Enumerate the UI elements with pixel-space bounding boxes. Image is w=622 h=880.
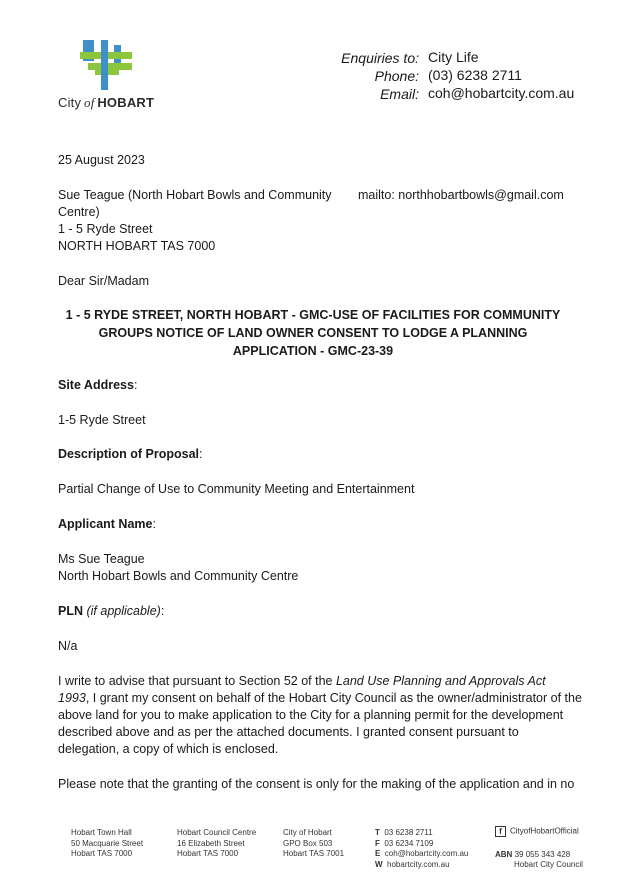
letter-date: 25 August 2023	[58, 153, 145, 167]
description-label: Description of Proposal:	[58, 447, 203, 461]
phone-label: Phone:	[374, 68, 419, 84]
recipient-line: Centre)	[58, 205, 100, 219]
city-of-hobart-logo-mark	[80, 40, 132, 90]
pln-value: N/a	[58, 639, 78, 653]
recipient-line: NORTH HOBART TAS 7000	[58, 239, 216, 253]
applicant-name: Ms Sue Teague	[58, 552, 145, 566]
footer-abn: ABN 39 055 343 428	[495, 850, 571, 859]
city-of-hobart-logo-text: City of HOBART	[58, 95, 155, 110]
footer-contacts: T 03 6238 2711 F 03 6234 7109 E coh@hobartcity.com.au W hobartcity.com.au	[375, 828, 469, 869]
email-label: Email:	[380, 86, 419, 102]
footer-council-name: Hobart City Council	[514, 860, 583, 869]
paragraph-line: 1993, I grant my consent on behalf of the Hobart City Council as the owner/administrator of the	[58, 691, 582, 705]
footer-town-hall-address: Hobart Town Hall 50 Macquarie Street Hobart TAS 7000	[71, 828, 144, 858]
footer-facebook[interactable]: f CityofHobartOfficial	[495, 826, 579, 837]
site-address-value: 1-5 Ryde Street	[58, 413, 146, 427]
recipient-line: 1 - 5 Ryde Street	[58, 222, 153, 236]
phone-value: (03) 6238 2711	[428, 67, 522, 83]
paragraph-line: delegation, a copy of which is enclosed.	[58, 742, 279, 756]
pln-label: PLN (if applicable):	[58, 604, 165, 618]
facebook-icon: f	[495, 826, 506, 837]
note-paragraph: Please note that the granting of the consent is only for the making of the application and in no	[58, 777, 575, 791]
paragraph-line: described above and as per the attached documents. I granted consent pursuant to	[58, 725, 519, 739]
footer-postal-address: City of Hobart GPO Box 503 Hobart TAS 7001	[283, 828, 345, 858]
salutation: Dear Sir/Madam	[58, 274, 149, 288]
enquiries-label: Enquiries to:	[341, 50, 419, 66]
paragraph-line: I write to advise that pursuant to Section 52 of the Land Use Planning and Approvals Act	[58, 674, 546, 688]
subject-heading-line: APPLICATION - GMC-23-39	[232, 344, 394, 358]
recipient-email[interactable]: mailto: northhobartbowls@gmail.com	[358, 188, 564, 202]
site-address-label: Site Address:	[58, 378, 138, 392]
description-value: Partial Change of Use to Community Meeting and Entertainment	[58, 482, 415, 496]
applicant-label: Applicant Name:	[58, 517, 156, 531]
footer-council-centre-address: Hobart Council Centre 16 Elizabeth Street Hobart TAS 7000	[177, 828, 257, 858]
paragraph-line: above land for you to make application to the City for a planning permit for the development	[58, 708, 564, 722]
applicant-organisation: North Hobart Bowls and Community Centre	[58, 569, 299, 583]
subject-heading-line: GROUPS NOTICE OF LAND OWNER CONSENT TO LODGE A PLANNING	[98, 326, 528, 340]
email-value: coh@hobartcity.com.au	[428, 85, 575, 101]
recipient-line: Sue Teague (North Hobart Bowls and Community	[58, 188, 332, 202]
subject-heading-line: 1 - 5 RYDE STREET, NORTH HOBART - GMC-USE OF FACILITIES FOR COMMUNITY	[65, 308, 561, 322]
enquiries-value: City Life	[428, 49, 479, 65]
